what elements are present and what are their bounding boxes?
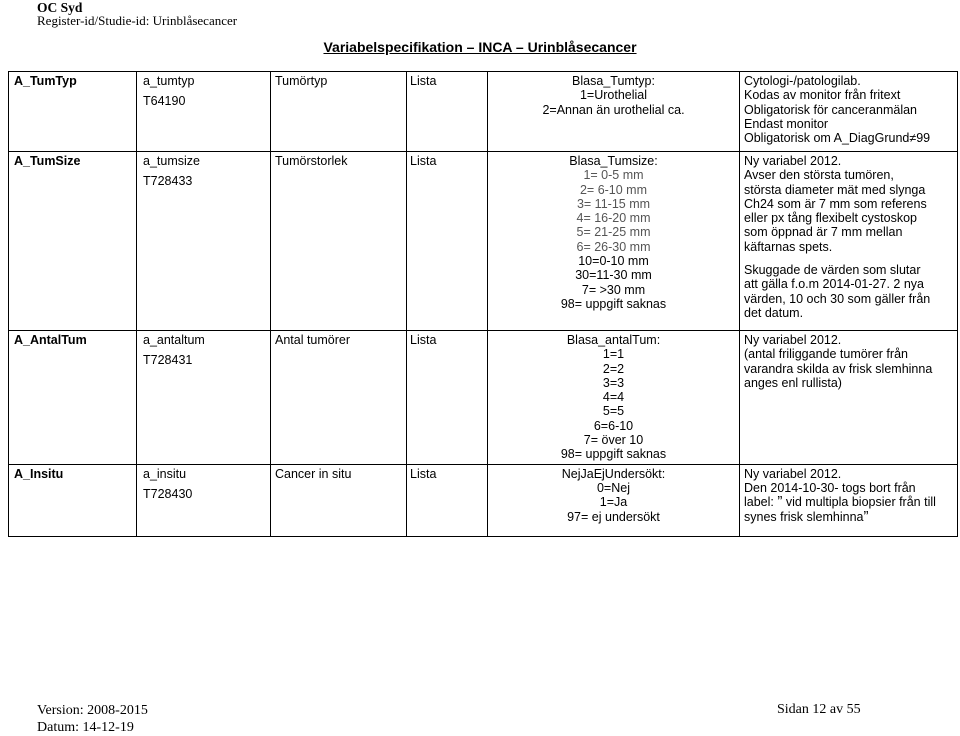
variable-code: T64190 <box>143 94 186 109</box>
comment-line: Endast monitor <box>744 116 829 131</box>
value-list-item: 4=4 <box>602 390 625 405</box>
table-row <box>9 152 958 331</box>
value-list-item: 1=Ja <box>599 495 628 510</box>
value-list-item: 2=Annan än urothelial ca. <box>542 102 685 117</box>
variable-code: T728433 <box>143 174 193 189</box>
variable-id: A_Insitu <box>9 464 137 536</box>
variable-id: A_AntalTum <box>9 331 137 465</box>
value-list-item-deprecated: 4= 16-20 mm <box>576 211 651 226</box>
footer-date: Datum: 14-12-19 <box>37 720 134 735</box>
comment-line: som öppnad är 7 mm mellan <box>744 225 903 240</box>
variable-name-cell <box>137 152 271 331</box>
variable-type: Lista <box>407 72 488 152</box>
variable-code: T728430 <box>143 486 193 501</box>
variable-label: Antal tumörer <box>271 331 407 465</box>
value-list-item-deprecated: 5= 21-25 mm <box>576 225 651 240</box>
comment-line: det datum. <box>744 305 804 320</box>
value-list-item: 1=Urothelial <box>579 88 648 103</box>
value-list-item-deprecated: 3= 11-15 mm <box>576 196 651 211</box>
header-org: OC Syd <box>37 0 83 15</box>
table-row <box>9 331 958 465</box>
comment-cell <box>740 152 958 331</box>
comment-line: Cytologi-/patologilab. <box>744 74 861 88</box>
variable-code: T728431 <box>143 353 193 368</box>
value-list-cell <box>488 464 740 536</box>
variable-label: Tumörstorlek <box>271 152 407 331</box>
footer-version: Version: 2008-2015 <box>37 703 148 718</box>
variable-type: Lista <box>407 464 488 536</box>
comment-line: största diameter mät med slynga <box>744 182 926 197</box>
variable-name: a_tumtyp <box>143 74 195 88</box>
comment-cell <box>740 331 958 465</box>
comment-line: varandra skilda av frisk slemhinna <box>744 361 933 376</box>
variable-label: Tumörtyp <box>271 72 407 152</box>
comment-quote-text: vid multipla biopsier från till <box>785 495 936 510</box>
value-list-item: 5=5 <box>602 404 625 419</box>
value-list-item: 1=1 <box>602 347 625 362</box>
header-registry: Register-id/Studie-id: Urinblåsecancer <box>37 13 238 28</box>
value-list-item: NejJaEjUndersökt: <box>561 466 666 481</box>
table-row <box>9 72 958 152</box>
comment-line: Avser den största tumören, <box>744 168 894 183</box>
value-list-cell <box>488 72 740 152</box>
variable-label: Cancer in situ <box>271 464 407 536</box>
value-list-item: 97= ej undersökt <box>567 509 660 524</box>
value-list-item: 98= uppgift saknas <box>560 447 667 462</box>
comment-line: Obligatorisk om A_DiagGrund≠99 <box>744 131 931 146</box>
value-list-item: 30=11-30 mm <box>575 268 652 283</box>
comment-line: Ny variabel 2012. <box>744 466 842 481</box>
comment-prefix: label: <box>744 495 778 510</box>
value-list-cell <box>488 152 740 331</box>
variable-type: Lista <box>407 331 488 465</box>
comment-quote-text: synes frisk slemhinna <box>744 509 864 524</box>
comment-line: Ch24 som är 7 mm som referens <box>744 196 927 211</box>
value-list-item: Blasa_Tumsize: <box>569 154 658 168</box>
variable-spec-table <box>8 71 958 537</box>
comment-line: Ny variabel 2012. <box>744 154 842 168</box>
comment-cell <box>740 464 958 536</box>
variable-type: Lista <box>407 152 488 331</box>
comment-line: (antal friliggande tumörer från <box>744 347 908 362</box>
variable-name-cell <box>137 72 271 152</box>
comment-cell <box>740 72 958 152</box>
value-list-cell <box>488 331 740 465</box>
comment-line: Kodas av monitor från fritext <box>744 88 901 103</box>
comment-line <box>744 495 953 509</box>
table-row <box>9 464 958 536</box>
value-list-item: 2=2 <box>602 361 625 376</box>
comment-line: värden, 10 och 30 som gäller från <box>744 291 931 306</box>
value-list-item-deprecated: 2= 6-10 mm <box>579 182 648 197</box>
value-list-item-deprecated: 6= 26-30 mm <box>576 239 651 254</box>
comment-line: att gälla f.o.m 2014-01-27. 2 nya <box>744 277 924 292</box>
variable-id: A_TumSize <box>9 152 137 331</box>
variable-name-cell <box>137 464 271 536</box>
comment-line: Den 2014-10-30- togs bort från <box>744 480 916 495</box>
value-list-item: Blasa_Tumtyp: <box>572 74 655 88</box>
comment-line: Obligatorisk för canceranmälan <box>744 102 917 117</box>
comment-line: Ny variabel 2012. <box>744 333 842 347</box>
value-list-item: 7= >30 mm <box>581 282 646 297</box>
value-list-item: 7= över 10 <box>583 433 644 448</box>
value-list-item: Blasa_antalTum: <box>566 333 661 347</box>
close-quote: ” <box>863 507 869 525</box>
footer-meta <box>37 702 148 736</box>
value-list-item: 3=3 <box>602 375 625 390</box>
variable-name: a_insitu <box>143 466 187 481</box>
variable-name: a_antaltum <box>143 333 205 347</box>
value-list-item: 0=Nej <box>596 480 630 495</box>
comment-line: Skuggade de värden som slutar <box>744 263 921 278</box>
variable-id: A_TumTyp <box>9 72 137 152</box>
comment-line <box>744 507 953 525</box>
comment-line: eller px tång flexibelt cystoskop <box>744 211 918 226</box>
value-list-item-deprecated: 1= 0-5 mm <box>583 168 644 183</box>
value-list-item: 6=6-10 <box>593 418 634 433</box>
value-list-item: 10=0-10 mm <box>578 254 649 269</box>
variable-name-cell <box>137 331 271 465</box>
page-number: Sidan 12 av 55 <box>777 702 861 717</box>
comment-line: käftarnas spets. <box>744 239 833 254</box>
value-list-item: 98= uppgift saknas <box>560 296 667 311</box>
document-title: Variabelspecifikation – INCA – Urinblåsecancer <box>323 39 637 55</box>
open-quote: ” <box>777 493 783 511</box>
comment-line: anges enl rullista) <box>744 375 842 390</box>
variable-name: a_tumsize <box>143 154 200 168</box>
